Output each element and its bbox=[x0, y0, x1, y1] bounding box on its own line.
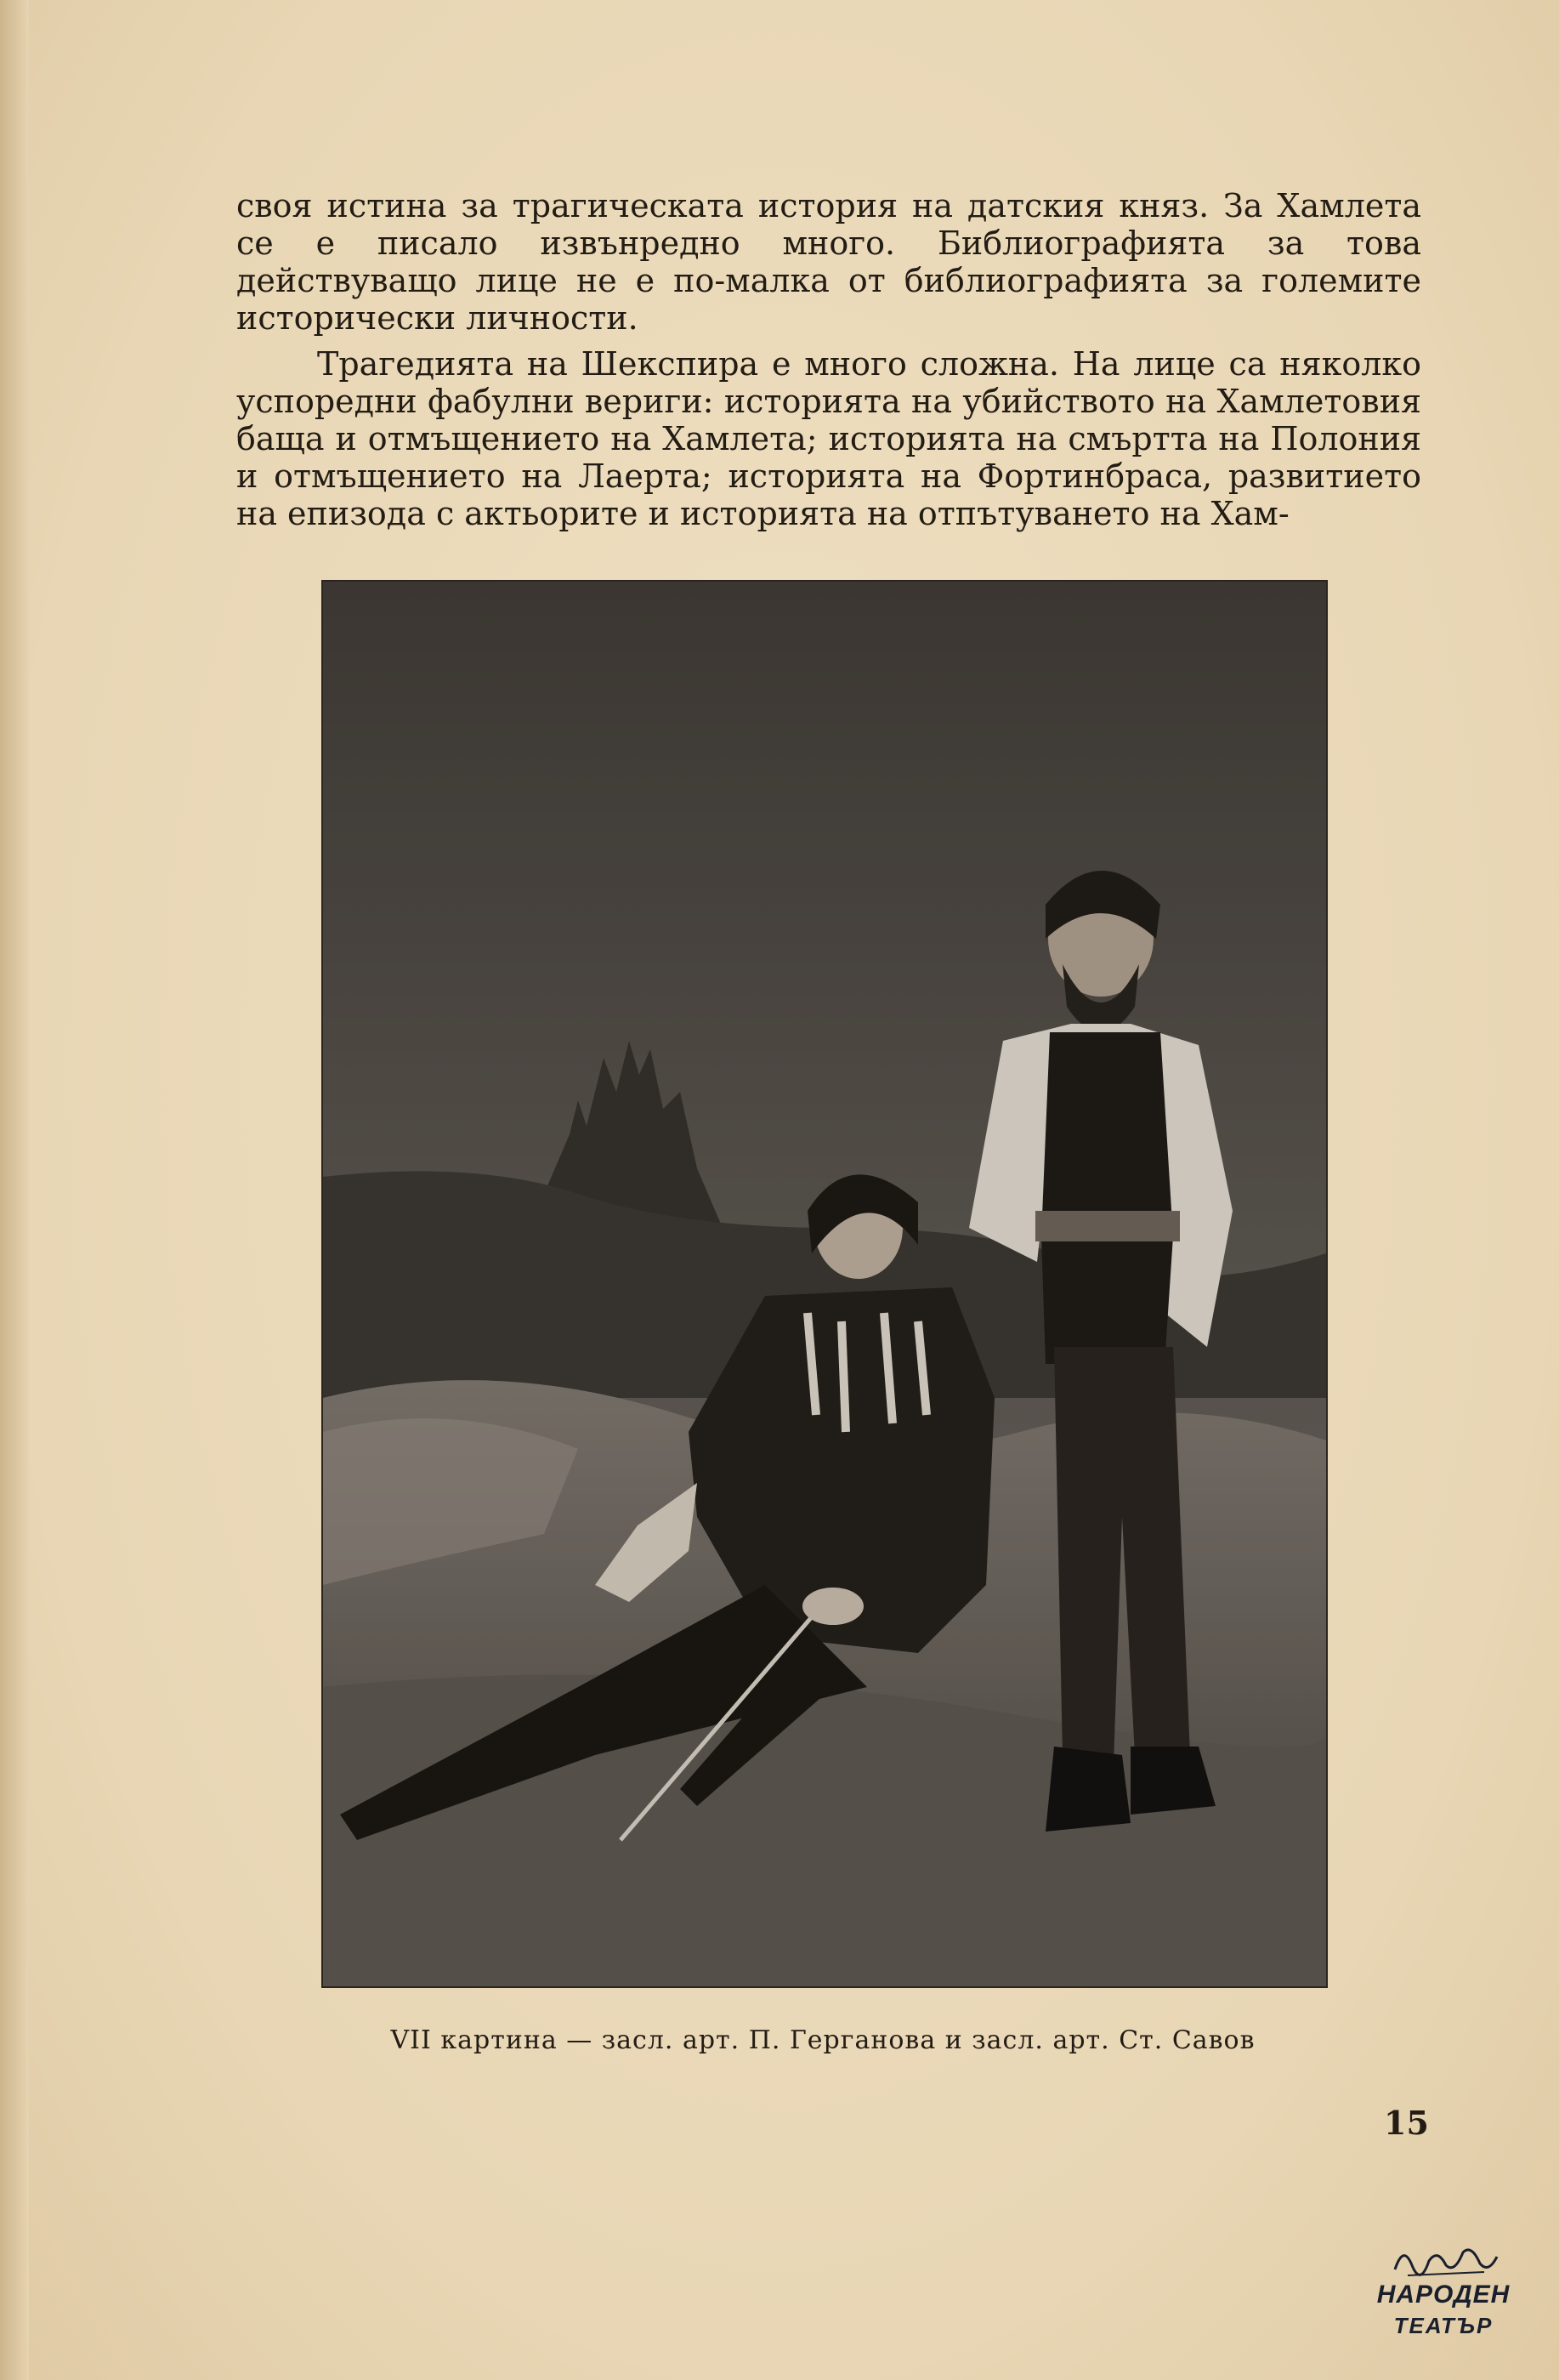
library-stamp bbox=[1367, 2238, 1520, 2349]
stamp-line-2: ТЕАТЪР bbox=[1393, 2313, 1494, 2338]
paragraph-1: своя истина за трагическата история на датския княз. За Хамлета се е писало извънредно много. Библиографията за това действуващо лице не е по-малка от библиографията за големите исторически личности. bbox=[236, 187, 1421, 337]
stage-photograph bbox=[321, 580, 1328, 1988]
signature-icon bbox=[1391, 2240, 1501, 2282]
stamp-line-1: НАРОДЕН bbox=[1376, 2281, 1511, 2309]
page-number: 15 bbox=[1384, 2104, 1429, 2142]
stage-photograph-icon bbox=[323, 582, 1326, 1986]
paragraph-2: Трагедията на Шекспира е много сложна. На лице са няколко успоредни фабулни вериги: историята на убийството на Хамлетовия баща и отмъщението на Хамлета; историята на смъртта на Полония и отмъщението на Лаерта; историята на Фортинбраса, развитието на епизода с актьорите и историята на отпътуването на Хам- bbox=[236, 345, 1421, 532]
photo-caption: VII картина — засл. арт. П. Герганова и засл. арт. Ст. Савов bbox=[390, 2025, 1256, 2055]
page-spine-shadow bbox=[0, 0, 29, 2380]
body-text bbox=[236, 187, 1421, 532]
